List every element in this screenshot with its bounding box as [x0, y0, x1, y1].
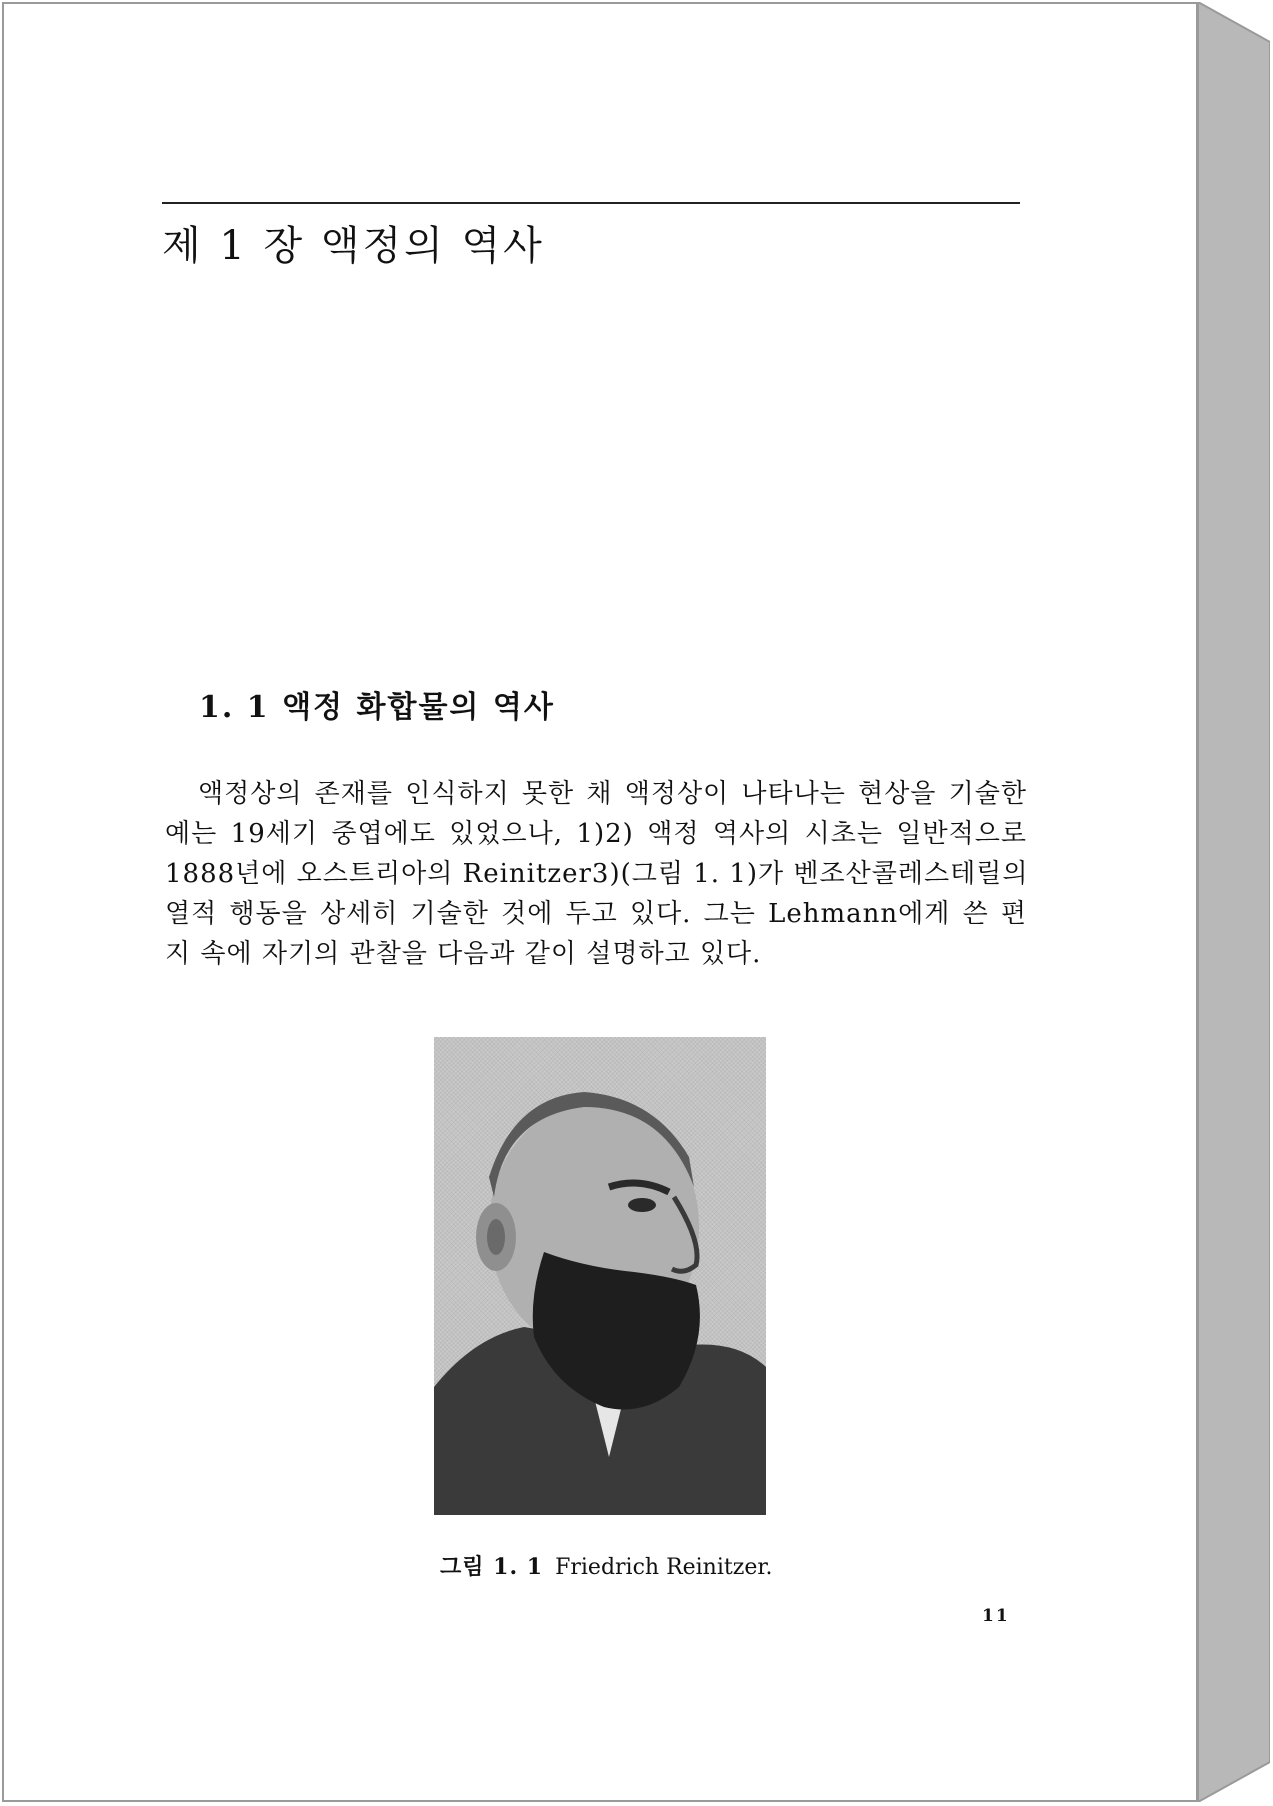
section-title: 1. 1 액정 화합물의 역사 — [199, 690, 555, 725]
paragraph-line-5: 지 속에 자기의 관찰을 다음과 같이 설명하고 있다. — [165, 939, 762, 969]
page-number: 11 — [982, 1606, 1010, 1626]
book-spine — [1198, 2, 1270, 1802]
chapter-title: 제 1 장 액정의 역사 — [162, 223, 545, 269]
portrait-photo — [434, 1037, 766, 1515]
paragraph-line-3: 1888년에 오스트리아의 Reinitzer3)(그림 1. 1)가 벤조산콜레스테릴의 — [165, 859, 1029, 889]
figure-caption-number: 그림 1. 1 — [440, 1554, 544, 1580]
paragraph-line-2: 예는 19세기 중엽에도 있었으나, 1)2) 액정 역사의 시초는 일반적으로 — [165, 819, 1027, 849]
paragraph-line-4: 열적 행동을 상세히 기술한 것에 두고 있다. 그는 Lehmann에게 쓴 편 — [165, 899, 1027, 929]
paragraph-line-1: 액정상의 존재를 인식하지 못한 채 액정상이 나타나는 현상을 기술한 — [198, 779, 1027, 809]
figure-caption-text: Friedrich Reinitzer. — [555, 1555, 773, 1580]
figure-caption — [440, 1550, 773, 1581]
chapter-rule — [162, 202, 1020, 204]
